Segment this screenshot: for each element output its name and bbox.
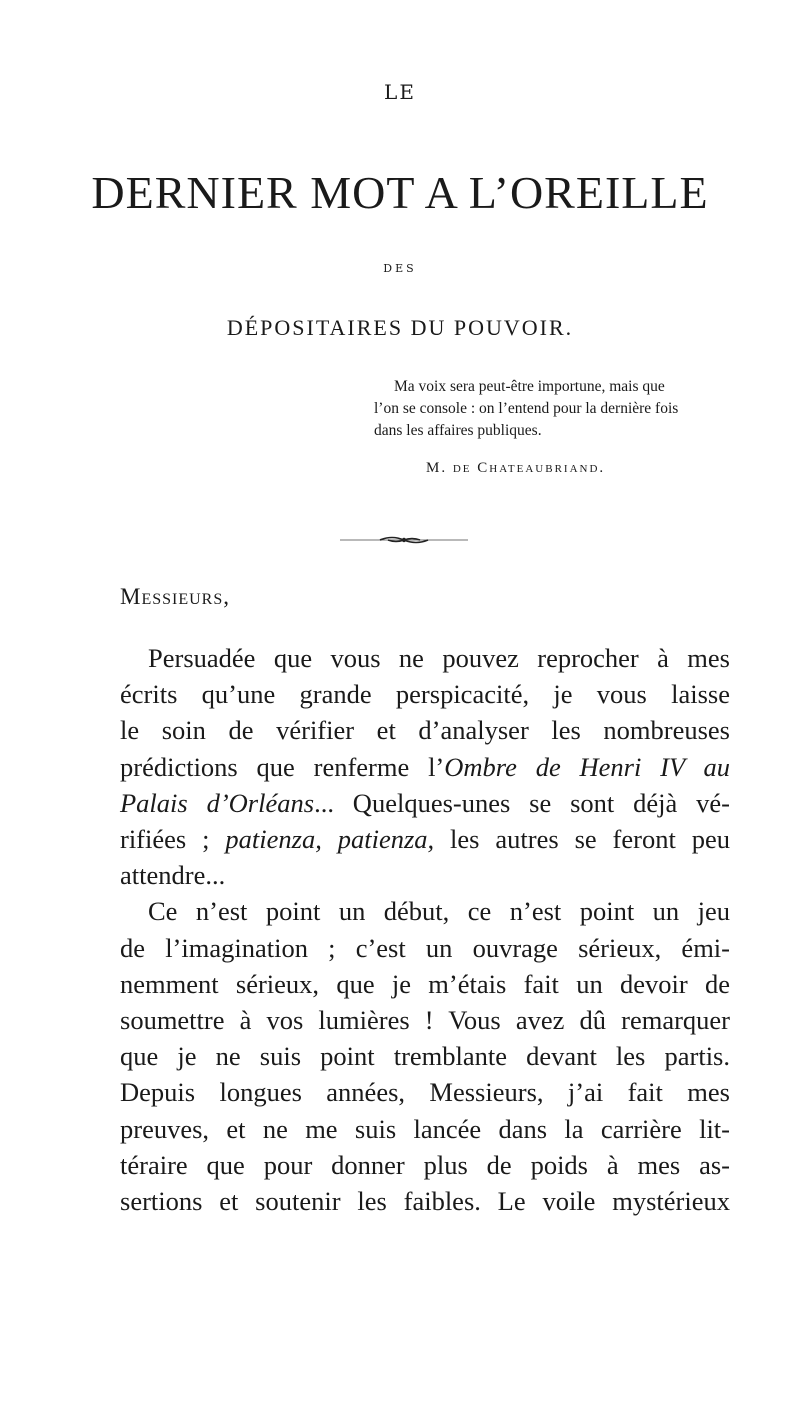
body-line: Depuis longues années, Messieurs, j’ai fait mes [120, 1077, 730, 1108]
epigraph-line: dans les affaires publiques. [374, 422, 542, 439]
title-article: LE [384, 80, 416, 104]
body-line: prédictions que renferme l’Ombre de Henri IV au [120, 751, 730, 782]
body-line: Palais d’Orléans... Quelques-unes se sont déjà vé- [120, 787, 730, 818]
epigraph [374, 376, 734, 442]
title-des: DES [383, 262, 417, 275]
body-line: Ce n’est point un début, ce n’est point un jeu [148, 896, 730, 927]
body-line: attendre... [120, 860, 226, 891]
epigraph-line: l’on se console : on l’entend pour la dernière fois [374, 400, 679, 417]
body-line: que je ne suis point tremblante devant les partis. [120, 1041, 730, 1072]
body-line: nemment sérieux, que je m’étais fait un devoir de [120, 968, 730, 999]
body-line: sertions et soutenir les faibles. Le voile mystérieux [120, 1186, 730, 1217]
epigraph-attribution: M. de Chateaubriand. [426, 460, 606, 476]
ornament-divider-icon [340, 534, 468, 546]
body-line: rifiées ; patienza, patienza, les autres se feront peu [120, 824, 730, 855]
letter-body [120, 640, 730, 1219]
body-line: de l’imagination ; c’est un ouvrage sérieux, émi- [120, 932, 730, 963]
body-line: Persuadée que vous ne pouvez reprocher à mes [148, 643, 730, 673]
page-title: DERNIER MOT A L’OREILLE [91, 167, 709, 218]
body-line: écrits qu’une grande perspicacité, je vous laisse [120, 679, 730, 710]
body-line: le soin de vérifier et d’analyser les nombreuses [120, 715, 730, 746]
body-line: preuves, et ne me suis lancée dans la carrière lit- [120, 1113, 730, 1144]
body-line: téraire que pour donner plus de poids à mes as- [120, 1149, 730, 1180]
page-subtitle: DÉPOSITAIRES DU POUVOIR. [226, 315, 574, 340]
epigraph-line: Ma voix sera peut-être importune, mais que [394, 378, 665, 395]
body-line: soumettre à vos lumières ! Vous avez dû remarquer [120, 1005, 730, 1036]
letter-salutation: Messieurs, [120, 584, 230, 609]
